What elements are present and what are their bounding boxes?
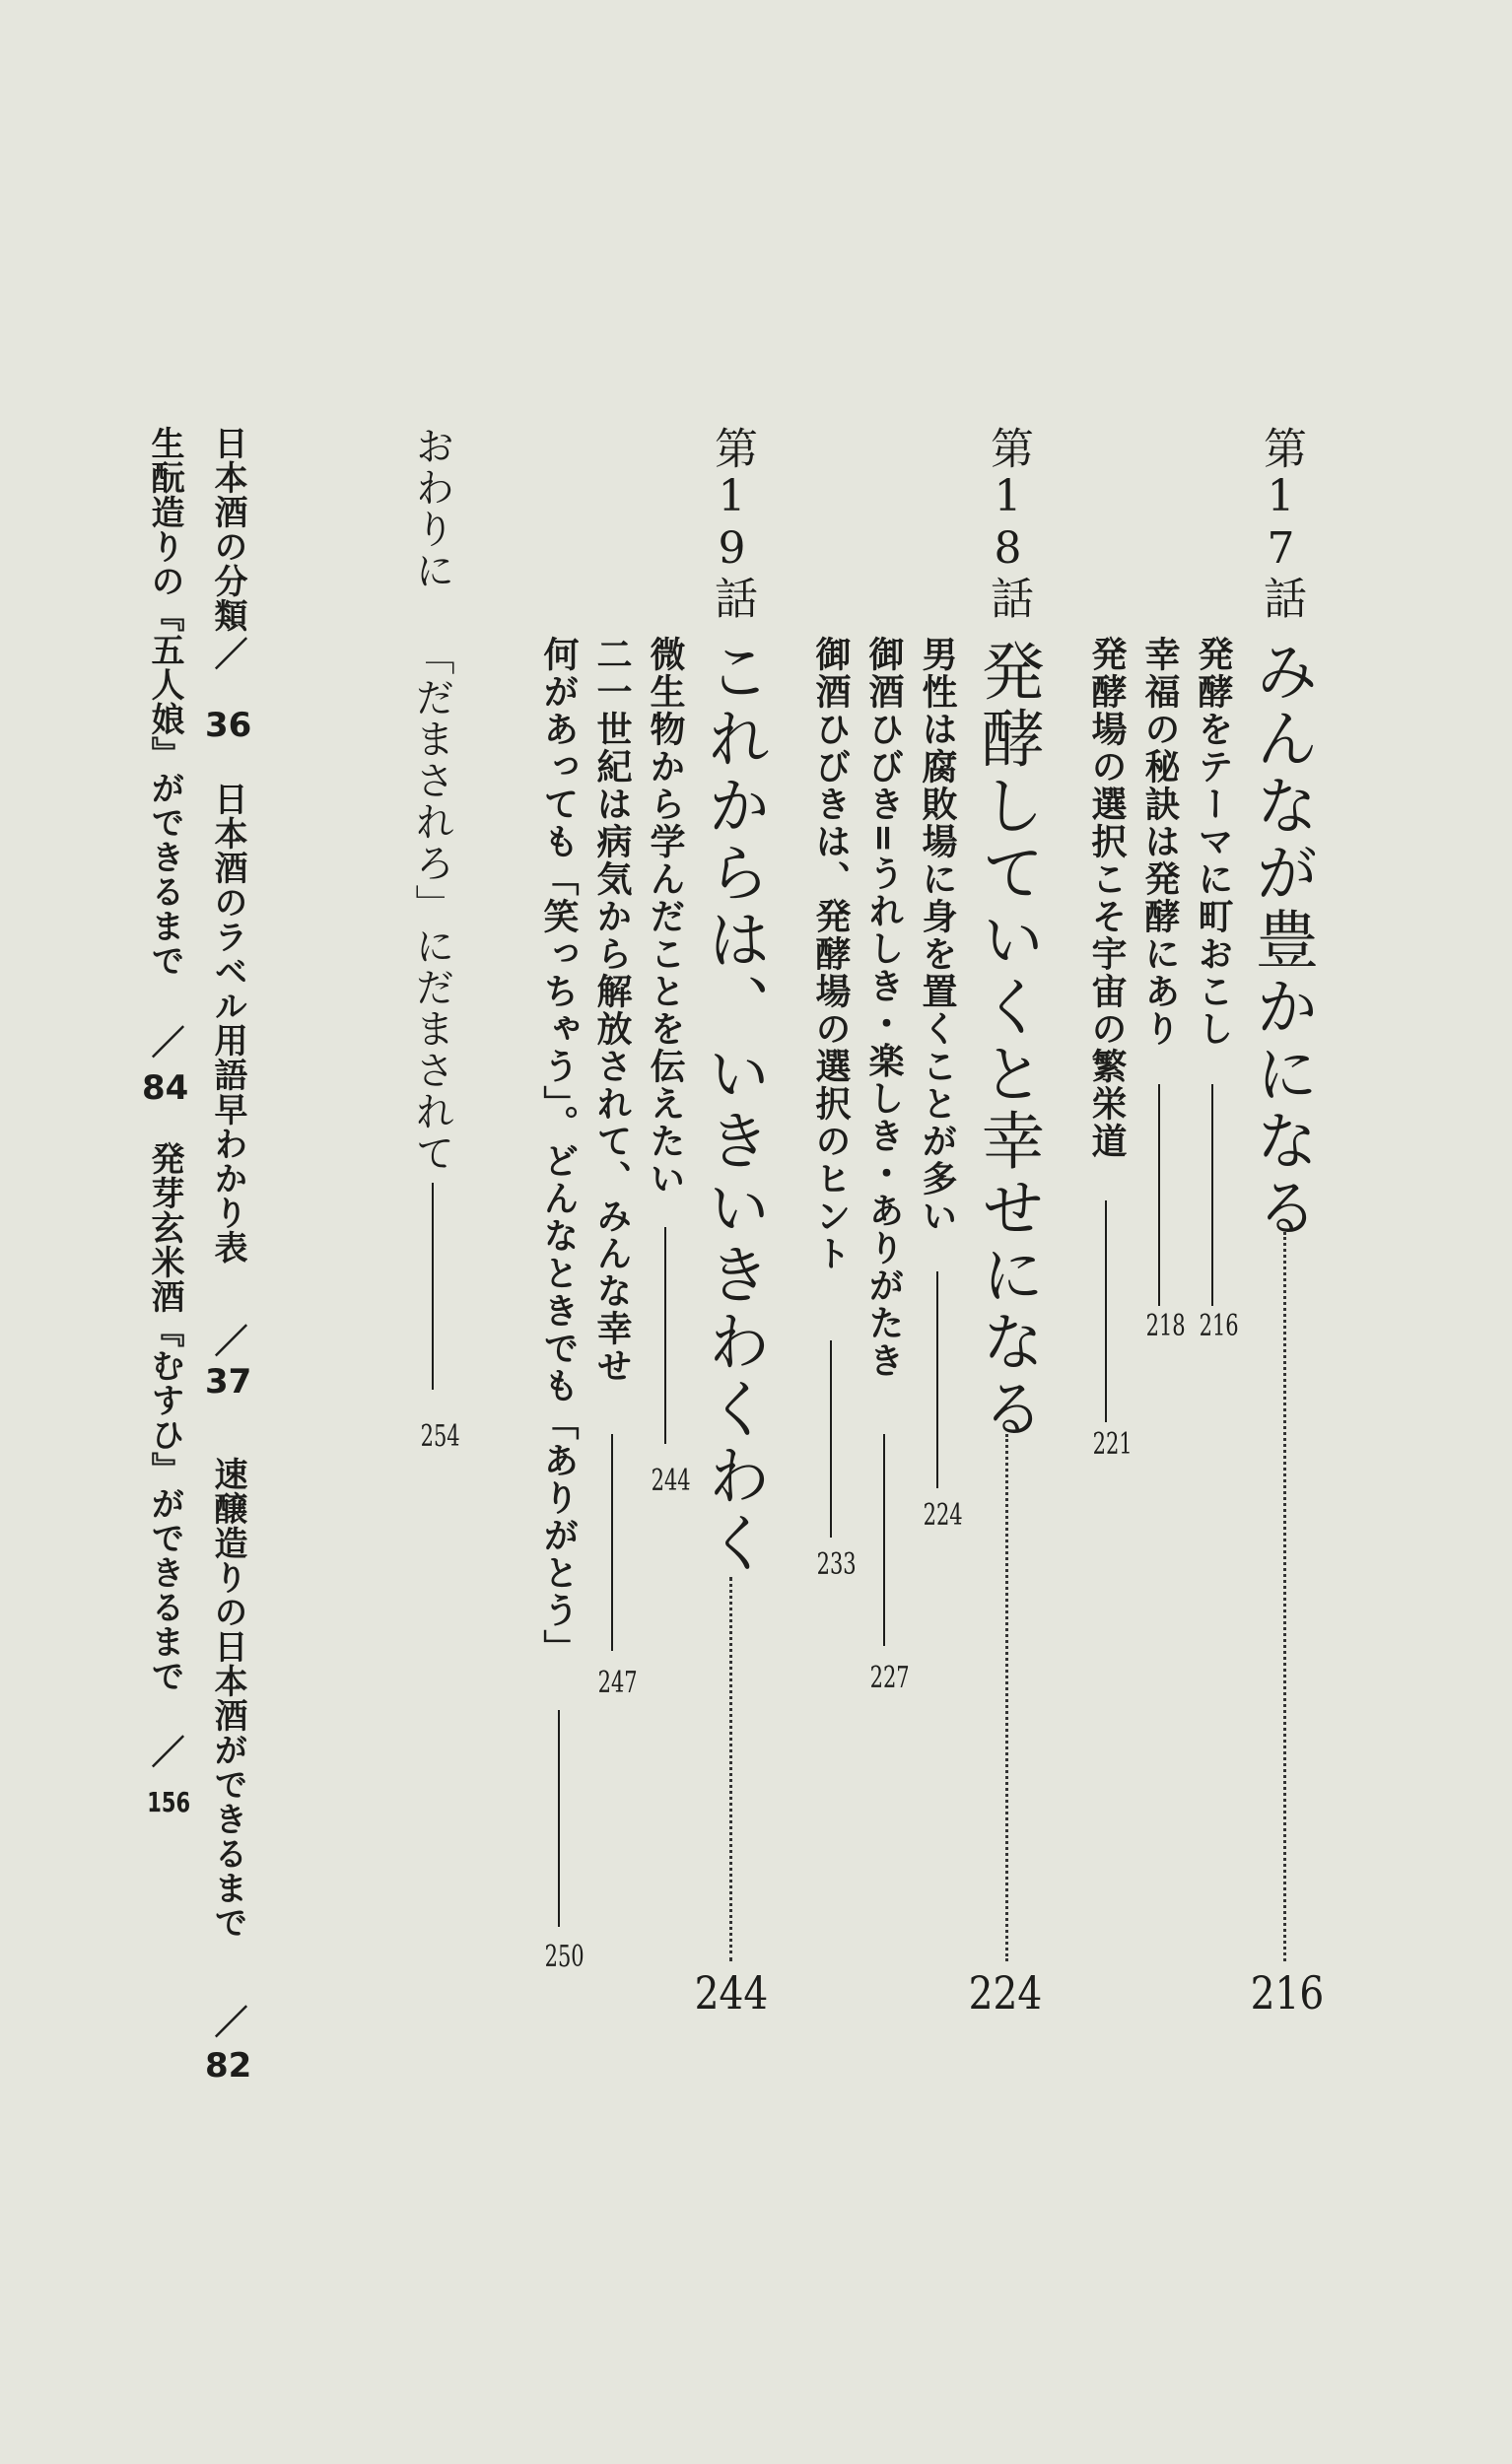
section-17-1-title[interactable]: 発酵をテーマに町おこし <box>1193 636 1233 1048</box>
closing-page: 254 <box>420 1419 460 1454</box>
chapter-17-leader <box>1283 1232 1286 1961</box>
column-2a-title[interactable]: 生酛造りの『五人娘』ができるまで <box>145 426 184 978</box>
chapter-18-label: 第18話 <box>983 426 1033 621</box>
section-19-1-leader <box>664 1227 666 1444</box>
section-17-3-leader <box>1105 1200 1107 1422</box>
section-17-2-title[interactable]: 幸福の秘訣は発酵にあり <box>1139 636 1180 1048</box>
column-separator: ／ <box>208 2005 247 2039</box>
section-18-2-leader <box>883 1434 885 1646</box>
column-2b-title[interactable]: 発芽玄米酒『むすひ』ができるまで <box>145 1141 184 1693</box>
column-2b-page: 156 <box>147 1786 191 1818</box>
section-19-2-title[interactable]: 二一世紀は病気から解放されて、みんな幸せ <box>591 636 632 1385</box>
section-19-2-leader <box>611 1434 613 1651</box>
section-18-1-title[interactable]: 男性は腐敗場に身を置くことが多い <box>917 636 957 1235</box>
section-17-1-page: 216 <box>1199 1309 1239 1343</box>
section-18-2-page: 227 <box>869 1661 910 1695</box>
chapter-19-title[interactable]: これからは、いきいきわくわく <box>697 639 770 1577</box>
closing-leader <box>432 1183 434 1390</box>
section-19-1-page: 244 <box>651 1464 691 1498</box>
closing-title[interactable]: 「だまされろ」にだまされて <box>409 636 454 1174</box>
chapter-18-title[interactable]: 発酵していくと幸せになる <box>971 639 1044 1443</box>
column-1b-page: 37 <box>205 1362 252 1402</box>
section-17-3-title[interactable]: 発酵場の選択こそ宇宙の繁栄道 <box>1086 636 1127 1160</box>
section-18-3-leader <box>830 1340 832 1538</box>
section-19-1-title[interactable]: 微生物から学んだことを伝えたい <box>645 636 685 1198</box>
column-2a-page: 84 <box>142 1068 189 1108</box>
section-18-1-leader <box>936 1271 938 1488</box>
column-1a-title[interactable]: 日本酒の分類 <box>208 426 247 633</box>
column-separator: ／ <box>145 1735 184 1769</box>
closing-label: おわりに <box>409 426 454 591</box>
section-18-3-title[interactable]: 御酒ひびきは、発酵場の選択のヒント <box>810 636 851 1272</box>
section-17-2-leader <box>1158 1084 1160 1306</box>
section-17-2-page: 218 <box>1145 1309 1186 1343</box>
chapter-17-label: 第17話 <box>1256 426 1306 621</box>
section-19-2-page: 247 <box>597 1666 638 1700</box>
column-1b-title[interactable]: 日本酒のラベル用語早わかり表 <box>208 782 247 1265</box>
column-1c-title[interactable]: 速醸造りの日本酒ができるまで <box>208 1457 247 1940</box>
column-1a-page: 36 <box>205 706 252 745</box>
section-18-1-page: 224 <box>923 1498 963 1533</box>
section-19-3-title[interactable]: 何があっても「笑っちゃう」。どんなときでも「ありがとう」 <box>538 636 579 1667</box>
chapter-19-leader <box>729 1577 732 1961</box>
chapter-17-page: 216 <box>1250 1966 1325 2019</box>
column-separator: ／ <box>208 1324 247 1358</box>
section-19-3-leader <box>558 1710 560 1927</box>
chapter-18-leader <box>1005 1434 1008 1961</box>
section-17-3-page: 221 <box>1092 1427 1133 1462</box>
chapter-19-label: 第19話 <box>707 426 757 621</box>
section-18-2-title[interactable]: 御酒ひびき=うれしき・楽しき・ありがたき <box>863 636 904 1380</box>
column-1c-page: 82 <box>205 2046 252 2086</box>
section-19-3-page: 250 <box>544 1940 584 1974</box>
section-18-3-page: 233 <box>816 1547 857 1582</box>
chapter-17-title[interactable]: みんなが豊かになる <box>1245 639 1318 1242</box>
chapter-18-page: 224 <box>968 1966 1043 2019</box>
section-17-1-leader <box>1211 1084 1213 1306</box>
column-separator: ／ <box>145 1025 184 1060</box>
chapter-19-page: 244 <box>694 1966 769 2019</box>
column-separator: ／ <box>208 637 247 671</box>
